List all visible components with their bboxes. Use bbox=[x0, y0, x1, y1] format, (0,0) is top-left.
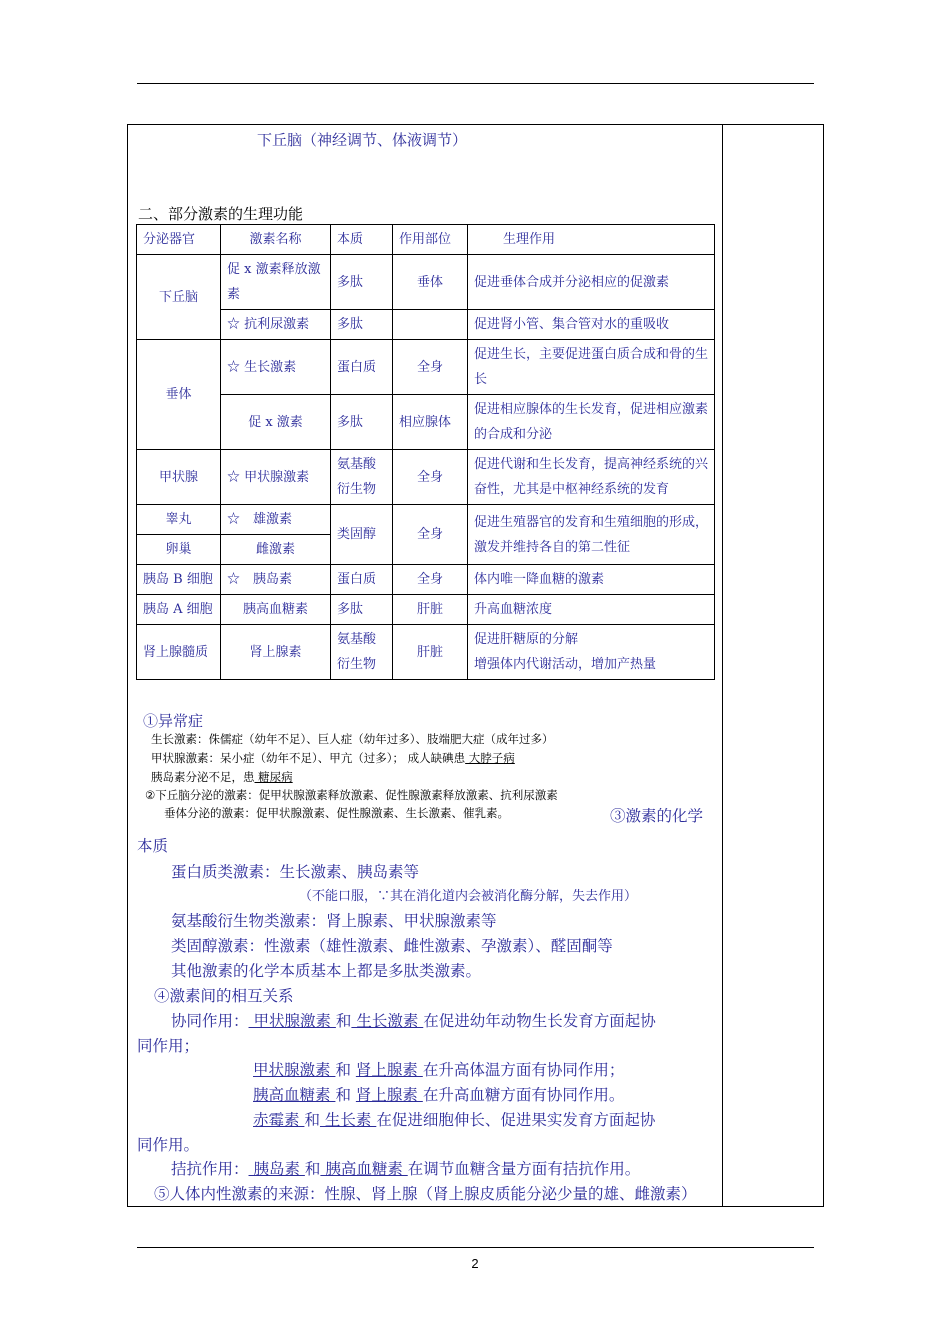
table-row bbox=[137, 625, 715, 680]
hormone-cell: ☆ 生长激素 bbox=[221, 340, 331, 395]
notes-column bbox=[722, 124, 824, 1207]
header-cell: 激素名称 bbox=[221, 225, 331, 255]
effect-cell: 促进相应腺体的生长发育，促进相应激素的合成和分泌 bbox=[468, 395, 715, 450]
relation-line: 甲状腺激素 和 肾上腺素 在升高体温方面有协同作用； bbox=[253, 1061, 625, 1079]
abnormal-line: 胰岛素分泌不足，患 糖尿病 bbox=[151, 770, 293, 784]
effect-cell: 促进垂体合成并分泌相应的促激素 bbox=[468, 255, 715, 310]
effect-line: 增强体内代谢活动，增加产热量 bbox=[474, 657, 657, 672]
hormone-cell: 促 x 激素释放激素 bbox=[221, 255, 331, 310]
table-row bbox=[137, 255, 715, 310]
title-line: 下丘脑（神经调节、体液调节） bbox=[257, 131, 468, 149]
hormone-cell: 促 x 激素 bbox=[221, 395, 331, 450]
site-cell: 全身 bbox=[393, 505, 468, 565]
table-row bbox=[137, 340, 715, 395]
nature-cell: 蛋白质 bbox=[331, 340, 393, 395]
hormone-cell: ☆ 雄激素 bbox=[221, 505, 331, 535]
relation-line: 同作用； bbox=[137, 1037, 200, 1055]
relation-line: 协同作用： 甲状腺激素 和 生长激素 在促进幼年动物生长发育方面起协 bbox=[171, 1012, 656, 1030]
organ-cell: 垂体 bbox=[137, 340, 221, 450]
chem-line: 氨基酸衍生物类激素：肾上腺素、甲状腺激素等 bbox=[171, 912, 497, 930]
chem-line: 蛋白质类激素：生长激素、胰岛素等 bbox=[171, 863, 420, 881]
effect-cell: 促进代谢和生长发育，提高神经系统的兴奋性，尤其是中枢神经系统的发育 bbox=[468, 450, 715, 505]
hormone-cell: ☆ 胰岛素 bbox=[221, 565, 331, 595]
chem-line: 其他激素的化学本质基本上都是多肽类激素。 bbox=[171, 962, 482, 980]
footer-rule bbox=[137, 1247, 814, 1248]
site-cell: 全身 bbox=[393, 450, 468, 505]
abnormal-line: ②下丘脑分泌的激素：促甲状腺激素释放激素、促性腺激素释放激素、抗利尿激素 bbox=[145, 788, 558, 802]
effect-cell: 促进肾小管、集合管对水的重吸收 bbox=[468, 310, 715, 340]
site-cell: 肝脏 bbox=[393, 595, 468, 625]
organ-cell: 胰岛 A 细胞 bbox=[137, 595, 221, 625]
organ-cell: 下丘脑 bbox=[137, 255, 221, 340]
table-row bbox=[137, 565, 715, 595]
effect-cell bbox=[468, 625, 715, 680]
site-cell: 垂体 bbox=[393, 255, 468, 310]
site-cell: 相应腺体 bbox=[393, 395, 468, 450]
table-row bbox=[137, 395, 715, 450]
hormone-cell: 雌激素 bbox=[221, 535, 331, 565]
site-cell: 肝脏 bbox=[393, 625, 468, 680]
header-rule bbox=[137, 83, 814, 84]
organ-cell: 胰岛 B 细胞 bbox=[137, 565, 221, 595]
table-row bbox=[137, 450, 715, 505]
site-cell: 全身 bbox=[393, 565, 468, 595]
site-cell: 全身 bbox=[393, 340, 468, 395]
relation-line: 同作用。 bbox=[137, 1136, 200, 1154]
abnormal-line: 甲状腺激素：呆小症（幼年不足）、甲亢（过多）； 成人缺碘患 大脖子病 bbox=[151, 751, 515, 765]
chem-title: ③激素的化学 bbox=[610, 807, 704, 825]
chem-note: （不能口服，∵其在消化道内会被消化酶分解，失去作用） bbox=[299, 889, 638, 904]
organ-cell: 睾丸 bbox=[137, 505, 221, 535]
abnormal-line: 生长激素：侏儒症（幼年不足）、巨人症（幼年过多）、肢端肥大症（成年过多） bbox=[151, 732, 554, 746]
hormone-cell: 肾上腺素 bbox=[221, 625, 331, 680]
abnormal-title: ①异常症 bbox=[143, 712, 204, 730]
section-title: 二、部分激素的生理功能 bbox=[138, 205, 304, 223]
nature-cell: 多肽 bbox=[331, 595, 393, 625]
hormone-table bbox=[136, 224, 715, 680]
nature-cell: 氨基酸衍生物 bbox=[331, 450, 393, 505]
table-row bbox=[137, 505, 715, 535]
header-cell: 作用部位 bbox=[393, 225, 468, 255]
nature-cell: 氨基酸衍生物 bbox=[331, 625, 393, 680]
table-row bbox=[137, 595, 715, 625]
abnormal-line: 垂体分泌的激素：促甲状腺激素、促性腺激素、生长激素、催乳素。 bbox=[164, 806, 509, 820]
header-cell: 本质 bbox=[331, 225, 393, 255]
hormone-cell: 胰高血糖素 bbox=[221, 595, 331, 625]
header-cell: 分泌器官 bbox=[137, 225, 221, 255]
sex-hormone-source: ⑤人体内性激素的来源：性腺、肾上腺（肾上腺皮质能分泌少量的雄、雌激素） bbox=[154, 1185, 697, 1203]
table-header-row bbox=[137, 225, 715, 255]
page-number: 2 bbox=[471, 1256, 479, 1271]
organ-cell: 肾上腺髓质 bbox=[137, 625, 221, 680]
effect-cell: 体内唯一降血糖的激素 bbox=[468, 565, 715, 595]
header-cell: 生理作用 bbox=[468, 225, 715, 255]
nature-cell: 多肽 bbox=[331, 395, 393, 450]
site-cell bbox=[393, 310, 468, 340]
effect-cell: 促进生长，主要促进蛋白质合成和骨的生长 bbox=[468, 340, 715, 395]
relation-line: 赤霉素 和 生长素 在促进细胞伸长、促进果实发育方面起协 bbox=[253, 1111, 656, 1129]
effect-cell: 升高血糖浓度 bbox=[468, 595, 715, 625]
relation-line: 胰高血糖素 和 肾上腺素 在升高血糖方面有协同作用。 bbox=[253, 1086, 625, 1104]
organ-cell: 甲状腺 bbox=[137, 450, 221, 505]
nature-cell: 类固醇 bbox=[331, 505, 393, 565]
table-row bbox=[137, 310, 715, 340]
effect-cell: 促进生殖器官的发育和生殖细胞的形成，激发并维持各自的第二性征 bbox=[468, 505, 715, 565]
chem-title-cont: 本质 bbox=[137, 837, 169, 855]
effect-line: 促进肝糖原的分解 bbox=[474, 632, 579, 647]
relation-title: ④激素间的相互关系 bbox=[154, 987, 294, 1005]
hormone-cell: ☆ 甲状腺激素 bbox=[221, 450, 331, 505]
organ-cell: 卵巢 bbox=[137, 535, 221, 565]
nature-cell: 蛋白质 bbox=[331, 565, 393, 595]
chem-line: 类固醇激素：性激素（雄性激素、雌性激素、孕激素）、醛固酮等 bbox=[171, 937, 613, 955]
relation-line: 拮抗作用： 胰岛素 和 胰高血糖素 在调节血糖含量方面有拮抗作用。 bbox=[171, 1160, 641, 1178]
hormone-cell: ☆ 抗利尿激素 bbox=[221, 310, 331, 340]
nature-cell: 多肽 bbox=[331, 255, 393, 310]
nature-cell: 多肽 bbox=[331, 310, 393, 340]
